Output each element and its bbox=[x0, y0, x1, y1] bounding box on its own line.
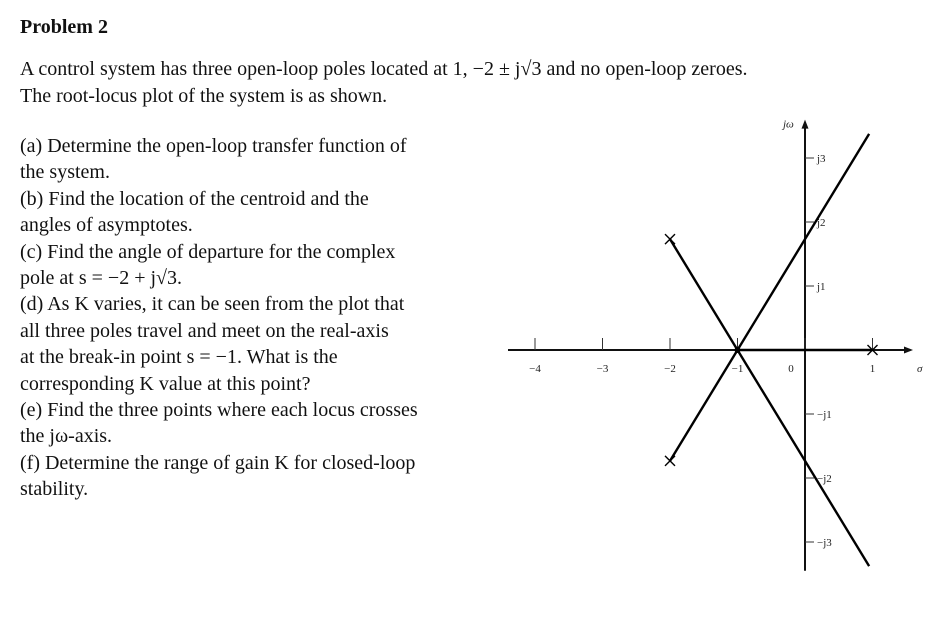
imag-axis-arrow bbox=[802, 120, 809, 129]
real-axis-arrow bbox=[904, 347, 913, 354]
part-line: (f) Determine the range of gain K for closed-loop bbox=[20, 451, 416, 474]
locus-branch bbox=[670, 239, 738, 350]
locus-branch bbox=[738, 134, 870, 350]
locus-branch bbox=[670, 350, 738, 461]
x-tick-label: 1 bbox=[869, 363, 876, 375]
part-line: (a) Determine the open-loop transfer function of bbox=[20, 135, 407, 157]
y-axis-label: jω bbox=[783, 118, 794, 131]
y-tick-label: −j1 bbox=[817, 409, 832, 421]
x-tick-label: −1 bbox=[731, 363, 744, 375]
part-line: pole at s = −2 + j√3. bbox=[20, 267, 183, 290]
part-line: at the break-in point s = −1. What is the bbox=[20, 346, 338, 369]
x-tick-label: 0 bbox=[788, 363, 794, 375]
break-in-point bbox=[735, 347, 741, 353]
y-tick-label: j2 bbox=[817, 217, 826, 229]
part-line: the jω-axis. bbox=[20, 425, 113, 448]
intro-line: A control system has three open-loop poles located at 1, −2 ± j√3 and no open-loop zeroes. bbox=[20, 58, 748, 80]
part-line: (e) Find the three points where each locus crosses bbox=[20, 399, 418, 422]
y-tick-label: −j3 bbox=[817, 537, 832, 549]
y-tick-label: −j2 bbox=[817, 473, 832, 485]
intro-line: The root-locus plot of the system is as shown. bbox=[20, 85, 388, 107]
part-line: all three poles travel and meet on the real-axis bbox=[20, 319, 389, 342]
x-tick-label: −3 bbox=[596, 363, 609, 375]
pole-marker bbox=[665, 234, 675, 244]
pole-marker bbox=[665, 456, 675, 466]
locus-branch bbox=[738, 350, 870, 566]
y-tick-label: j1 bbox=[817, 281, 826, 293]
problem-title: Problem 2 bbox=[20, 16, 108, 38]
part-line: (d) As K varies, it can be seen from the plot that bbox=[20, 293, 405, 316]
x-tick-label: −2 bbox=[664, 363, 676, 375]
x-tick-label: −4 bbox=[529, 363, 541, 375]
part-line: angles of asymptotes. bbox=[20, 214, 193, 237]
part-line: the system. bbox=[20, 161, 110, 184]
x-axis-label: σ bbox=[917, 363, 923, 375]
part-line: (c) Find the angle of departure for the complex bbox=[20, 240, 396, 263]
part-line: stability. bbox=[20, 478, 89, 501]
part-line: corresponding K value at this point? bbox=[20, 372, 311, 395]
part-line: (b) Find the location of the centroid and the bbox=[20, 187, 369, 210]
y-tick-label: j3 bbox=[817, 153, 826, 165]
